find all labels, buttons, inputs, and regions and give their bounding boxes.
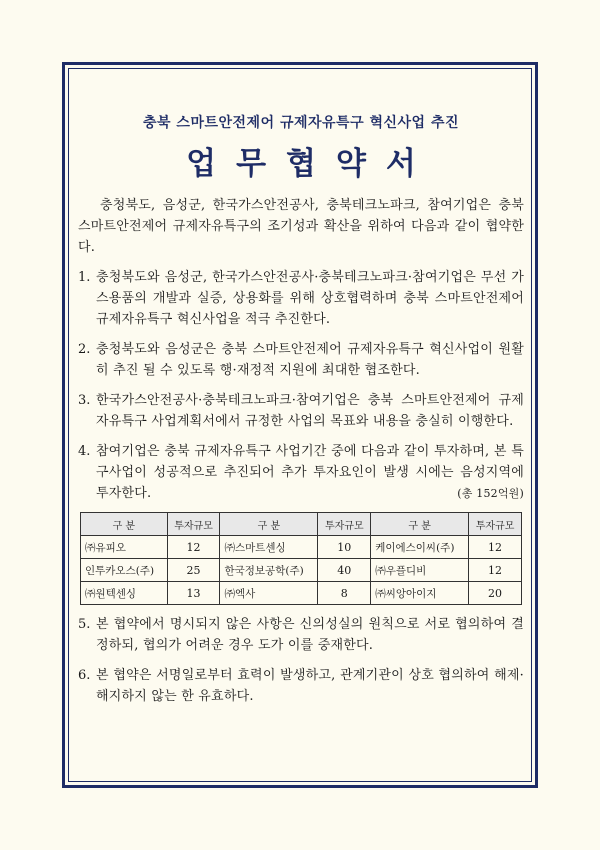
company-name: ㈜씨앙아이지 bbox=[371, 582, 469, 605]
company-name: 한국정보공학(주) bbox=[220, 559, 318, 582]
header-scale: 투자규모 bbox=[469, 513, 522, 536]
clause-1 bbox=[78, 267, 524, 330]
document-content bbox=[78, 100, 524, 707]
company-name: 인투카오스(주) bbox=[81, 559, 168, 582]
table-row bbox=[81, 559, 522, 582]
investment-amount: 12 bbox=[469, 536, 522, 559]
clause-text: 충청북도와 음성군은 충북 스마트안전제어 규제자유특구 혁신사업이 원활히 추진 될 수 있도록 행·재정적 지원에 최대한 협조한다. bbox=[96, 342, 524, 378]
company-name: ㈜원텍센싱 bbox=[81, 582, 168, 605]
clause-number: 3. bbox=[78, 393, 91, 408]
header-category: 구 분 bbox=[220, 513, 318, 536]
investment-amount: 20 bbox=[469, 582, 522, 605]
header-scale: 투자규모 bbox=[167, 513, 220, 536]
investment-amount: 8 bbox=[318, 582, 371, 605]
clause-2 bbox=[78, 339, 524, 381]
clause-number: 6. bbox=[78, 668, 91, 683]
clause-text: 한국가스안전공사·충북테크노파크·참여기업은 충북 스마트안전제어 규제자유특구 사업계획서에서 규정한 사업의 목표와 내용을 충실히 이행한다. bbox=[96, 393, 524, 429]
investment-amount: 40 bbox=[318, 559, 371, 582]
company-name: ㈜스마트센싱 bbox=[220, 536, 318, 559]
header-category: 구 분 bbox=[81, 513, 168, 536]
investment-amount: 13 bbox=[167, 582, 220, 605]
clause-text: 본 협약에서 명시되지 않은 사항은 신의성실의 원칙으로 서로 협의하여 결정하되, 협의가 어려운 경우 도가 이를 중재한다. bbox=[96, 617, 524, 653]
clause-body bbox=[96, 441, 524, 504]
clause-5 bbox=[78, 614, 524, 656]
table-row bbox=[81, 536, 522, 559]
clause-number: 2. bbox=[78, 342, 91, 357]
intro-paragraph: 충청북도, 음성군, 한국가스안전공사, 충북테크노파크, 참여기업은 충북 스마트안전제어 규제자유특구의 조기성과 확산을 위하여 다음과 같이 협약한다. bbox=[78, 198, 524, 255]
company-name: 케이에스이씨(주) bbox=[371, 536, 469, 559]
company-name: ㈜유피오 bbox=[81, 536, 168, 559]
clause-text: 참여기업은 충북 규제자유특구 사업기간 중에 다음과 같이 투자하며, 본 특구사업이 성공적으로 추진되어 추가 투자요인이 발생 시에는 음성지역에 투자한다. bbox=[96, 444, 524, 501]
clause-text: 본 협약은 서명일로부터 효력이 발생하고, 관계기관이 상호 협의하여 해제·해지하지 않는 한 유효하다. bbox=[96, 668, 524, 704]
table-header-row bbox=[81, 513, 522, 536]
investment-amount: 25 bbox=[167, 559, 220, 582]
document-title: 업무협약서 bbox=[186, 146, 436, 182]
investment-amount: 12 bbox=[167, 536, 220, 559]
clause-number: 1. bbox=[78, 270, 91, 285]
investment-total: (총 152억원) bbox=[457, 487, 524, 500]
clause-4 bbox=[78, 441, 524, 504]
company-name: ㈜우플디비 bbox=[371, 559, 469, 582]
header-scale: 투자규모 bbox=[318, 513, 371, 536]
company-name: ㈜엑사 bbox=[220, 582, 318, 605]
clause-3 bbox=[78, 390, 524, 432]
clause-number: 4. bbox=[78, 444, 91, 459]
clause-number: 5. bbox=[78, 617, 91, 632]
table-row bbox=[81, 582, 522, 605]
document-subtitle: 충북 스마트안전제어 규제자유특구 혁신사업 추진 bbox=[143, 115, 459, 131]
clause-6 bbox=[78, 665, 524, 707]
investment-amount: 12 bbox=[469, 559, 522, 582]
clause-text: 충청북도와 음성군, 한국가스안전공사·충북테크노파크·참여기업은 무선 가스용품의 개발과 실증, 상용화를 위해 상호협력하며 충북 스마트안전제어 규제자유특구 혁신사업을 적극 추진한다. bbox=[96, 270, 524, 327]
header-category: 구 분 bbox=[371, 513, 469, 536]
investment-table bbox=[80, 512, 522, 605]
investment-amount: 10 bbox=[318, 536, 371, 559]
